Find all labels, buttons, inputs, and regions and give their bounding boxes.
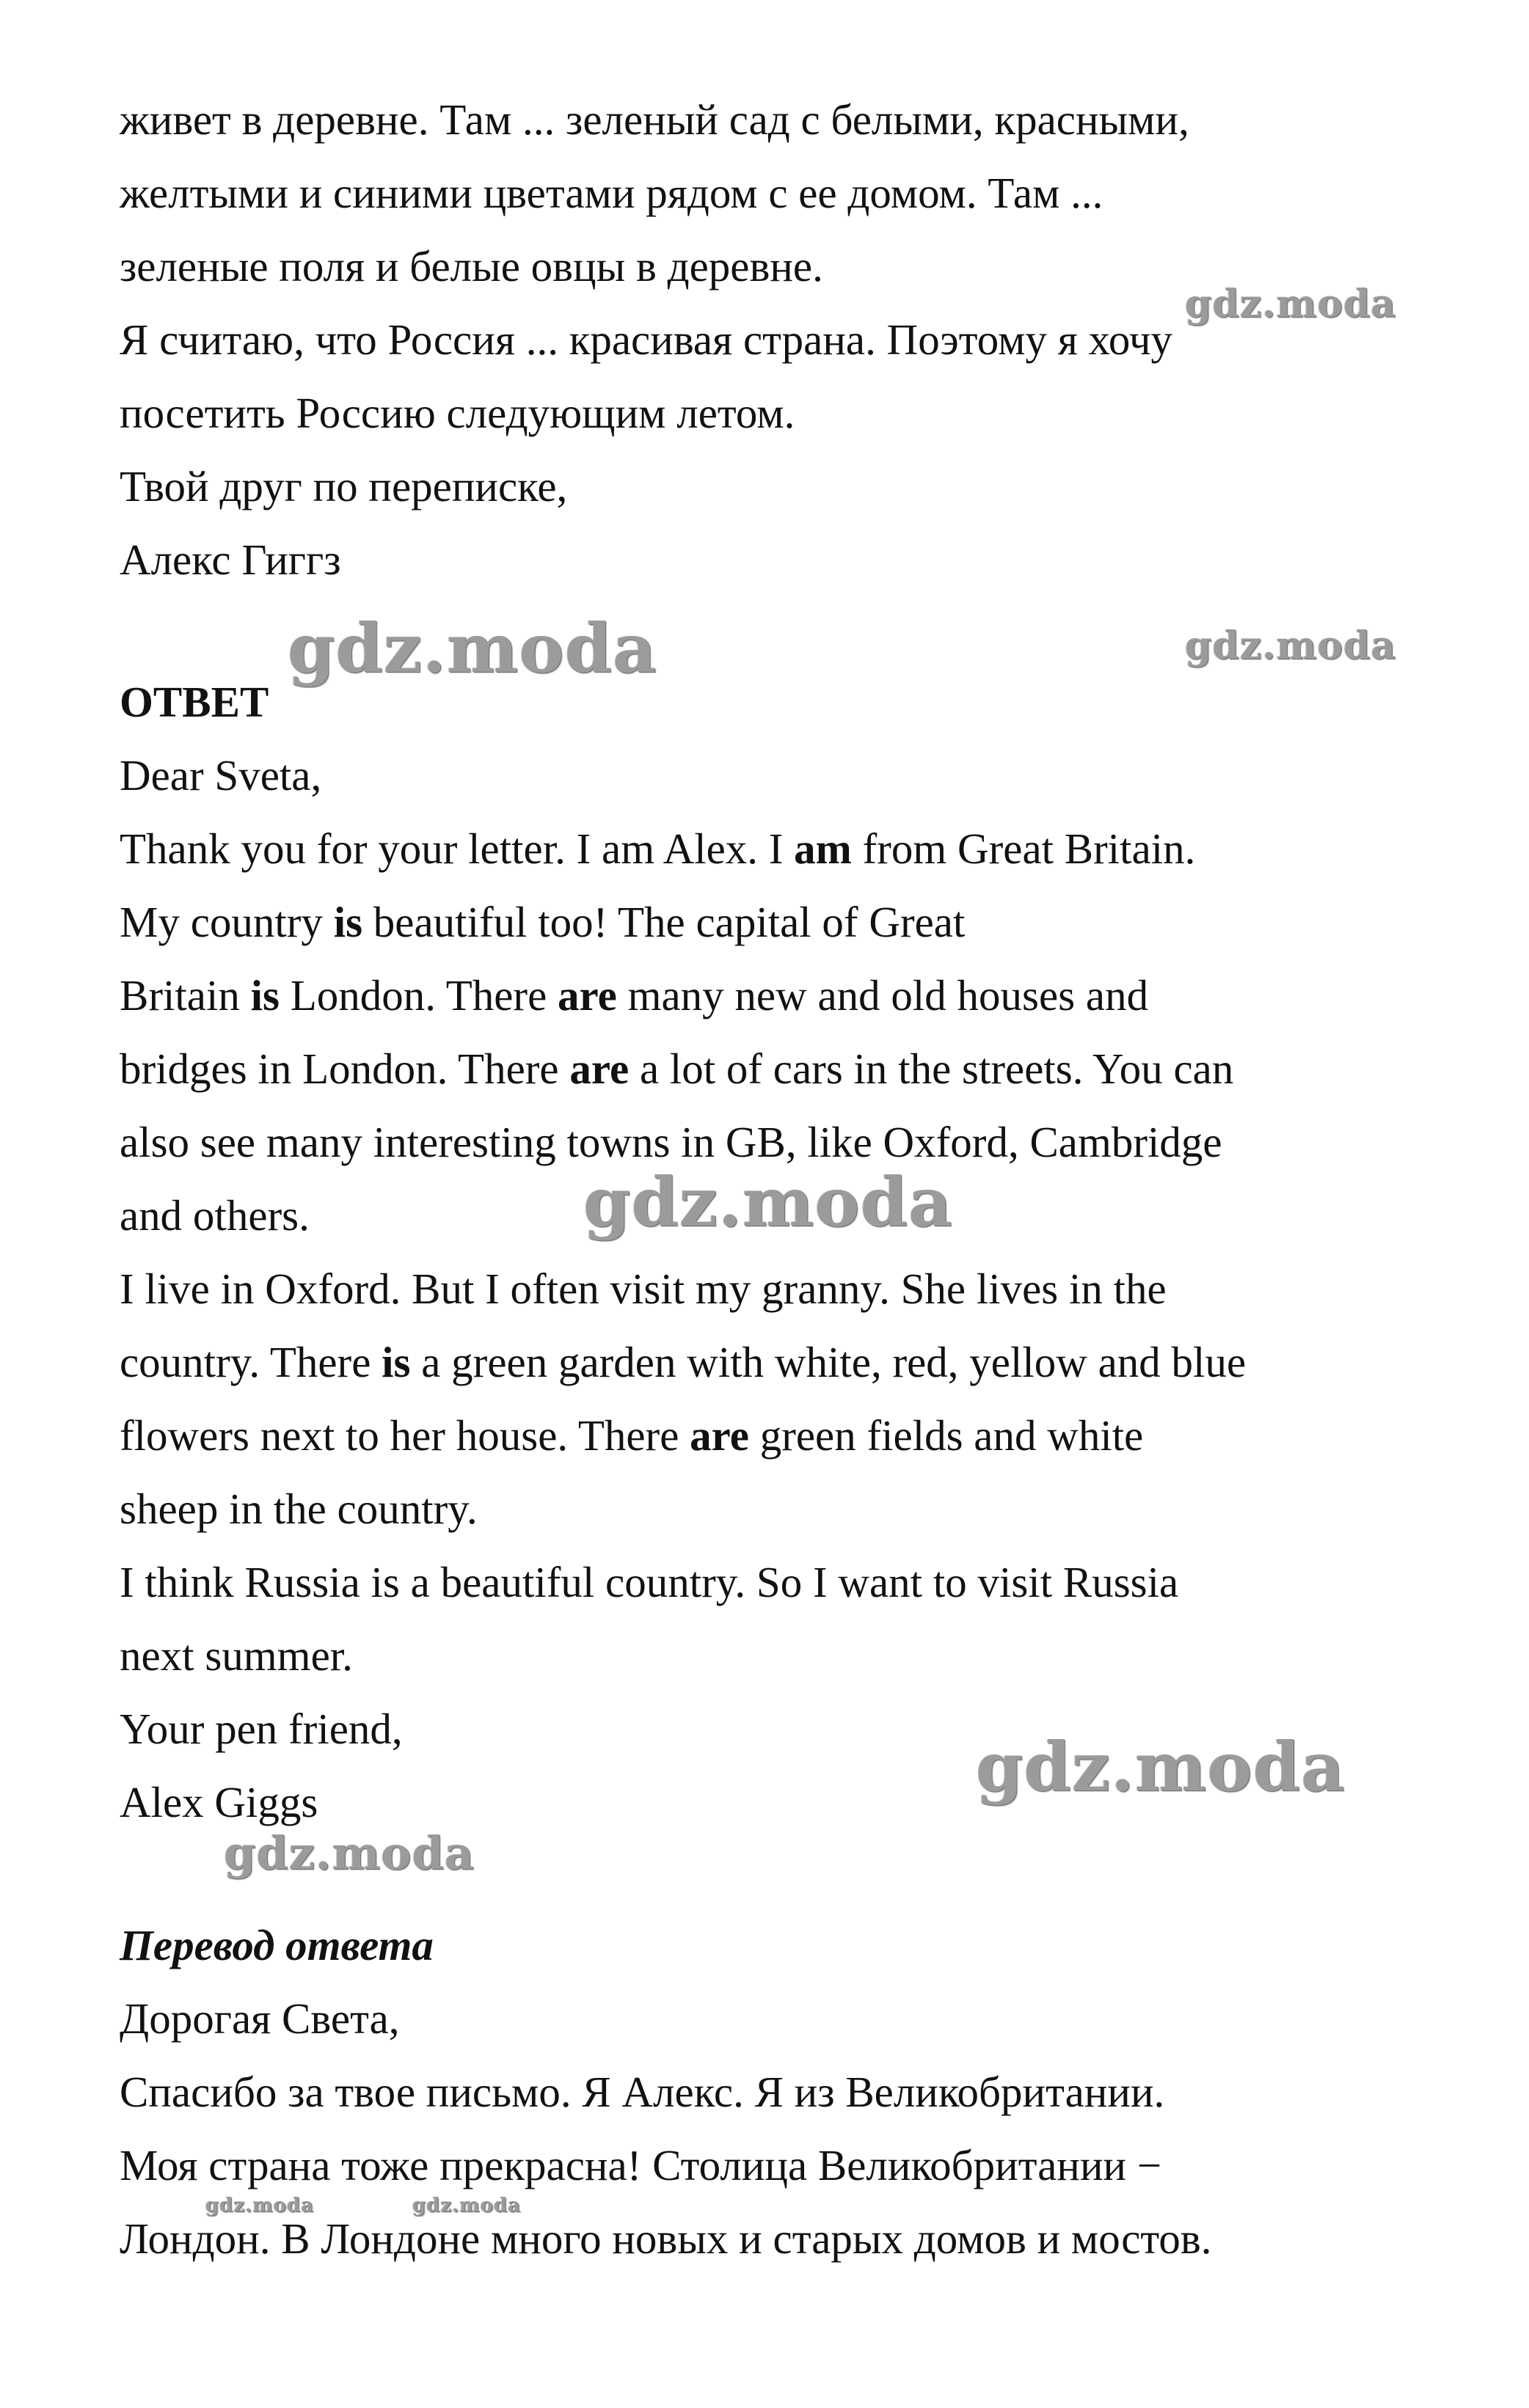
answer-line-6: also see many interesting towns in GB, like Oxford, Cambridge xyxy=(120,1118,1222,1166)
answer-line-15: Alex Giggs xyxy=(120,1778,318,1826)
answer-line-11: sheep in the country. xyxy=(120,1485,478,1533)
bold-word: am xyxy=(794,824,852,873)
bold-word: are xyxy=(569,1044,630,1093)
text-run: My country xyxy=(120,898,334,946)
answer-line-5 xyxy=(120,1043,1233,1094)
ru-letter-line-2: желтыми и синими цветами рядом с ее домом. Там ... xyxy=(120,169,1103,217)
answer-line-7: and others. xyxy=(120,1191,310,1240)
bold-word: is xyxy=(382,1338,411,1386)
answer-line-4 xyxy=(120,970,1148,1021)
ru-letter-line-3: зеленые поля и белые овцы в деревне. xyxy=(120,242,823,290)
text-run: from Great Britain. xyxy=(851,824,1196,873)
text-run: bridges in London. There xyxy=(120,1044,570,1093)
text-run: many new and old houses and xyxy=(616,971,1149,1020)
watermark: gdz.moda xyxy=(1185,623,1397,668)
translation-heading: Перевод ответа xyxy=(120,1921,434,1969)
text-run: country. There xyxy=(120,1338,382,1386)
answer-line-9 xyxy=(120,1336,1246,1388)
watermark: gdz.moda xyxy=(288,609,657,688)
answer-line-10 xyxy=(120,1410,1143,1461)
text-run: a green garden with white, red, yellow and blue xyxy=(410,1338,1247,1386)
text-run: flowers next to her house. There xyxy=(120,1411,690,1460)
bold-word: are xyxy=(558,971,617,1020)
answer-heading: ОТВЕТ xyxy=(120,678,269,726)
watermark: gdz.moda xyxy=(224,1826,475,1880)
text-run: Thank you for your letter. I am Alex. I xyxy=(120,824,795,873)
watermark: gdz.moda xyxy=(583,1163,953,1242)
watermark: gdz.moda xyxy=(205,2195,315,2217)
text-run: London. There xyxy=(279,971,558,1020)
watermark: gdz.moda xyxy=(1185,282,1397,326)
bold-word: is xyxy=(333,898,363,946)
bold-word: is xyxy=(250,971,280,1020)
ru-letter-line-4: Я считаю, что Россия ... красивая страна. Поэтому я хочу xyxy=(120,315,1173,364)
ru-letter-line-1: живет в деревне. Там ... зеленый сад с белыми, красными, xyxy=(120,95,1189,144)
answer-line-12: I think Russia is a beautiful country. So I want to visit Russia xyxy=(120,1558,1179,1606)
translation-line-1: Дорогая Света, xyxy=(120,1994,400,2043)
text-run: a lot of cars in the streets. You can xyxy=(629,1044,1234,1093)
answer-line-8: I live in Oxford. But I often visit my granny. She lives in the xyxy=(120,1265,1167,1313)
answer-line-2 xyxy=(120,823,1195,874)
text-run: green fields and white xyxy=(748,1411,1144,1460)
translation-line-4: Лондон. В Лондоне много новых и старых домов и мостов. xyxy=(120,2214,1212,2263)
translation-line-3: Моя страна тоже прекрасна! Столица Великобритании − xyxy=(120,2141,1162,2189)
watermark: gdz.moda xyxy=(976,1727,1346,1807)
ru-letter-line-5: посетить Россию следующим летом. xyxy=(120,389,795,437)
text-run: Britain xyxy=(120,971,251,1020)
answer-line-14: Your pen friend, xyxy=(120,1705,403,1753)
answer-line-3 xyxy=(120,896,965,948)
ru-letter-line-6: Твой друг по переписке, xyxy=(120,462,568,510)
watermark: gdz.moda xyxy=(412,2195,522,2217)
answer-line-13: next summer. xyxy=(120,1631,353,1680)
translation-line-2: Спасибо за твое письмо. Я Алекс. Я из Великобритании. xyxy=(120,2068,1165,2116)
bold-word: are xyxy=(690,1411,749,1460)
answer-line-1: Dear Sveta, xyxy=(120,751,322,799)
text-run: beautiful too! The capital of Great xyxy=(362,898,966,946)
ru-letter-line-7: Алекс Гиггз xyxy=(120,535,341,584)
